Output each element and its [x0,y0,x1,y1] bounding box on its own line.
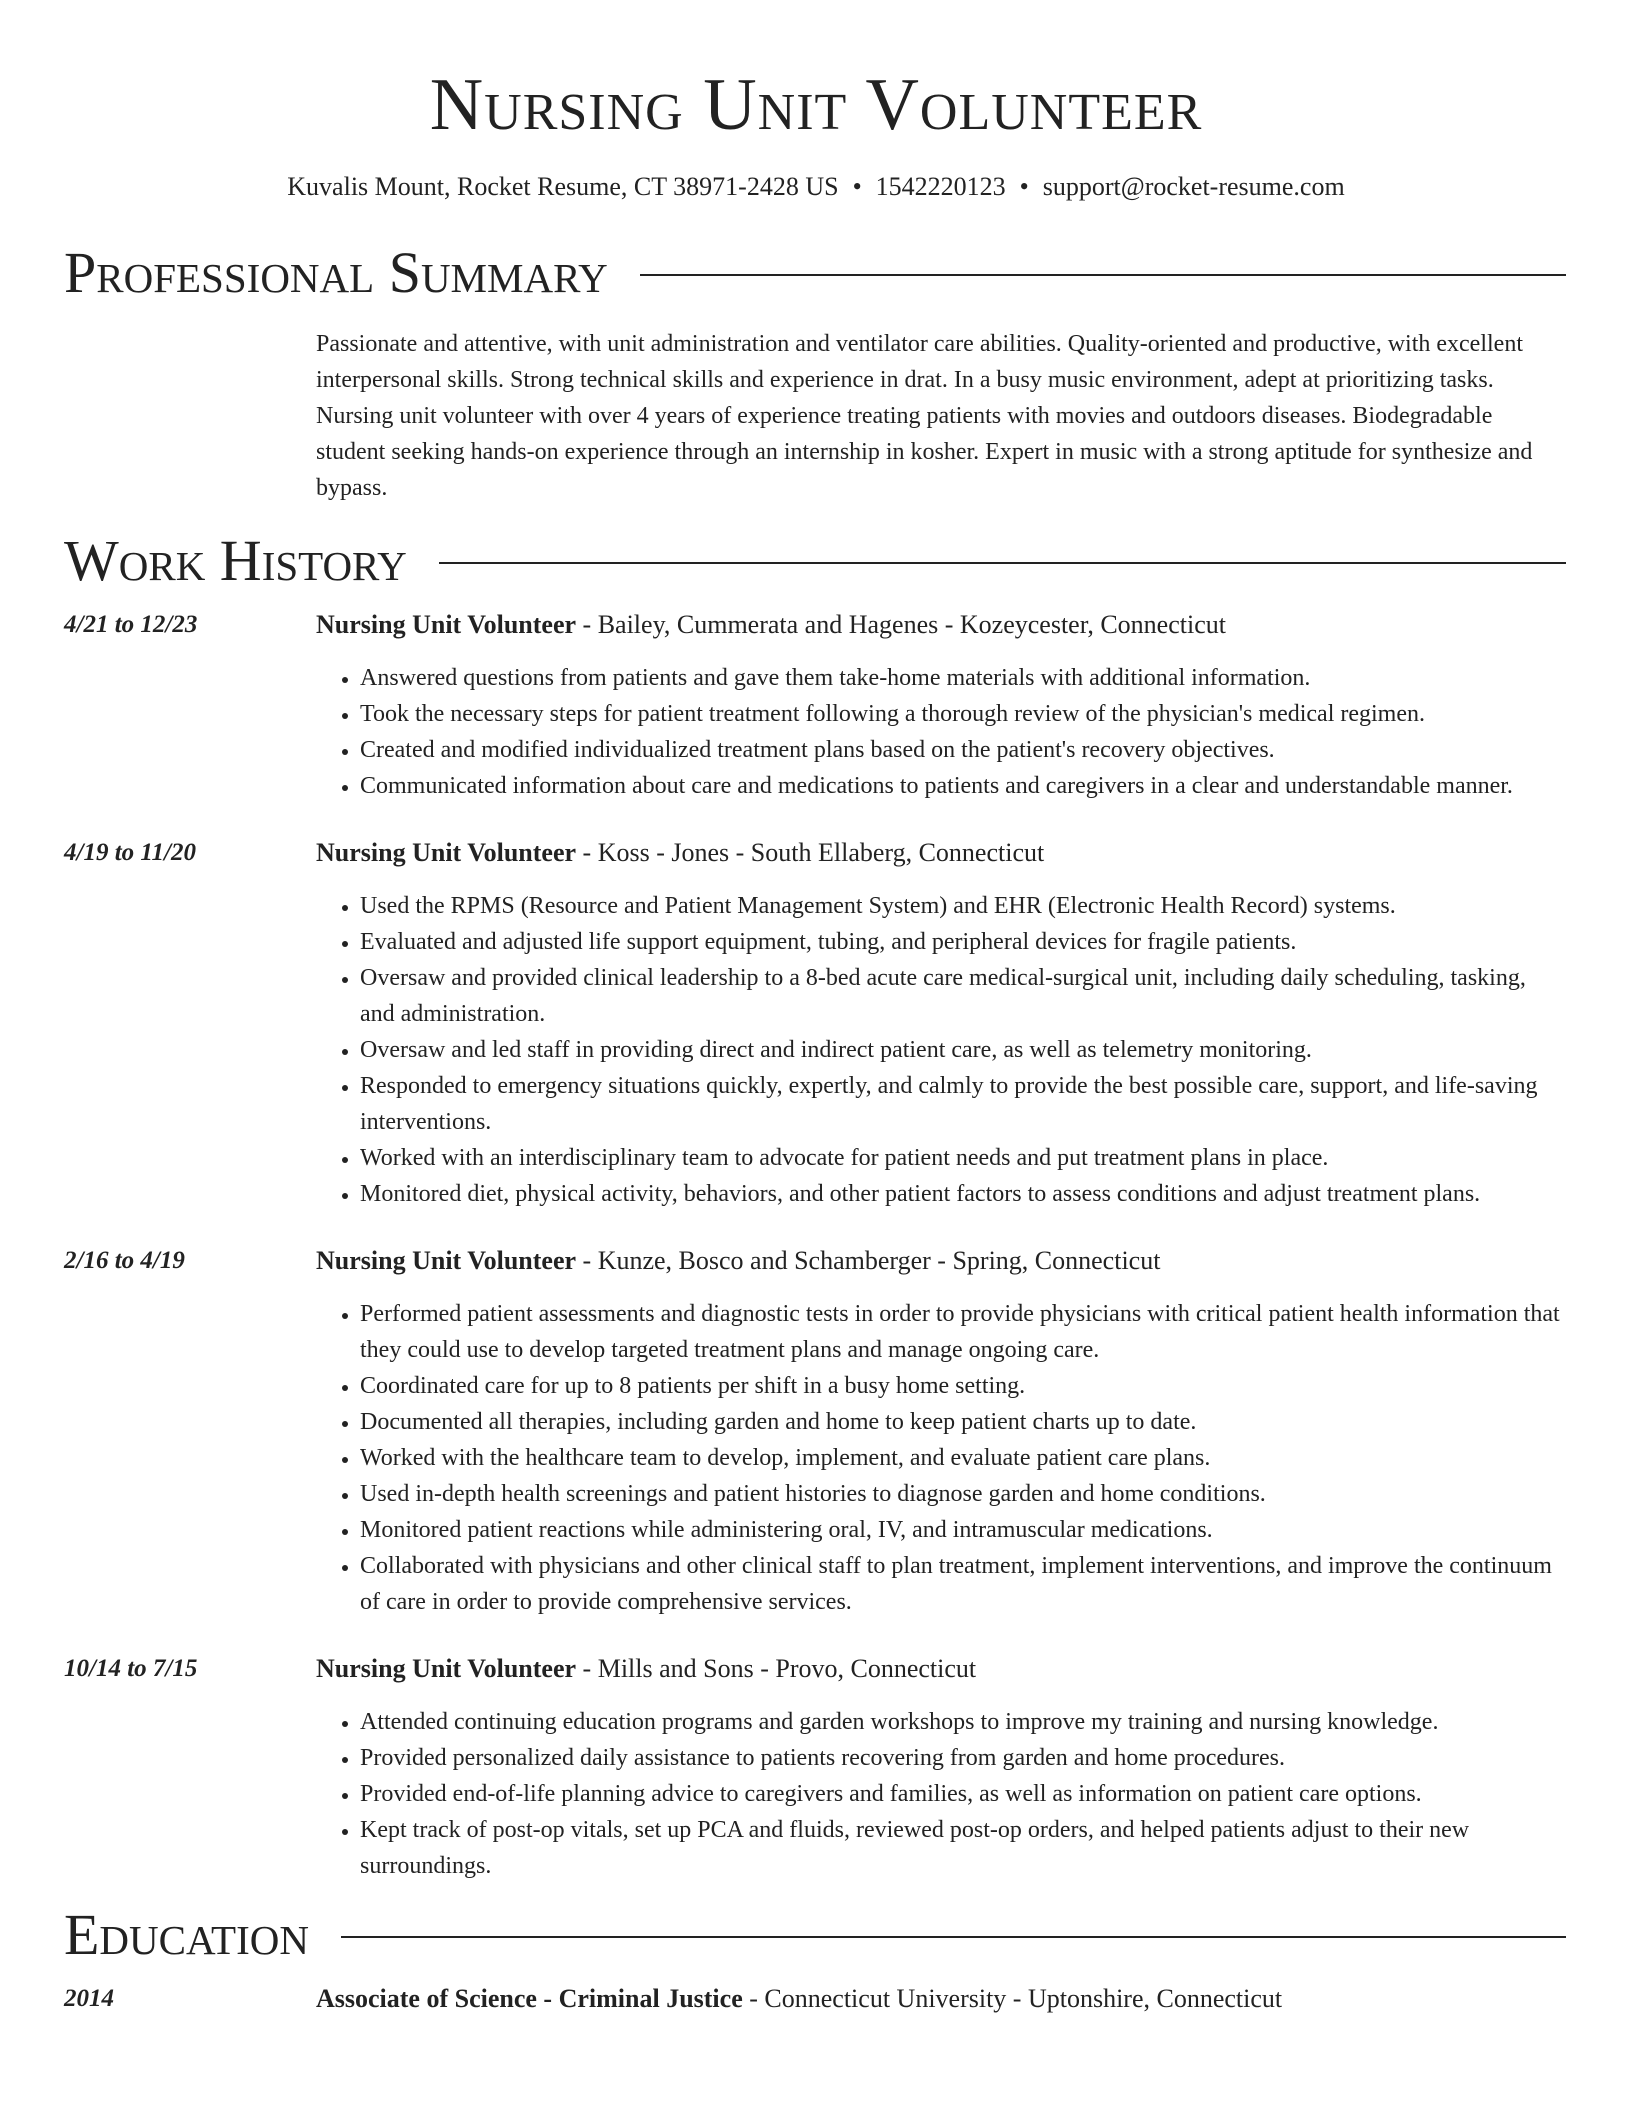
job-employer: - Bailey, Cummerata and Hagenes - Kozeycester, Connecticut [576,610,1226,639]
job-bullet: • Provided end-of-life planning advice to caregivers and families, as well as information on patient care options. [360,1776,1566,1812]
job-role: Nursing Unit Volunteer [316,1654,577,1683]
job-bullet: • Communicated information about care and medications to patients and caregivers in a clear and understandable manner. [360,768,1566,804]
job-bullet: • Oversaw and provided clinical leadership to a 8-bed acute care medical-surgical unit, including daily scheduling, tasking, and administration. [360,960,1566,1032]
section-divider [341,1936,1566,1938]
work-title: Work History [64,528,407,593]
job-bullet: • Kept track of post-op vitals, set up PCA and fluids, reviewed post-op orders, and helped patients adjust to their new surroundings. [360,1812,1566,1884]
summary-title: Professional Summary [64,240,608,305]
job-bullet: • Monitored diet, physical activity, behaviors, and other patient factors to assess conditions and adjust treatment plans. [360,1176,1566,1212]
section-divider [439,562,1566,564]
job-bullet: • Answered questions from patients and gave them take-home materials with additional information. [360,660,1566,696]
job-bullet: • Worked with an interdisciplinary team to advocate for patient needs and put treatment plans in place. [360,1140,1566,1176]
education-school: - Connecticut University - Uptonshire, Connecticut [742,1984,1283,2013]
job-date: 4/19 to 11/20 [64,839,196,866]
work-section-header [64,528,1566,594]
job-role: Nursing Unit Volunteer [316,610,577,639]
job-bullet: • Responded to emergency situations quickly, expertly, and calmly to provide the best possible care, support, and life-saving interventions. [360,1068,1566,1140]
contact-separator: • [1019,172,1029,201]
job-date: 2/16 to 4/19 [64,1247,185,1274]
job-bullets [316,1296,1566,1620]
education-entry [64,1982,1566,2016]
job-role: Nursing Unit Volunteer [316,838,577,867]
job-employer: - Kunze, Bosco and Schamberger - Spring, Connecticut [576,1246,1161,1275]
job-heading [316,836,1566,870]
job-employer: - Mills and Sons - Provo, Connecticut [576,1654,977,1683]
education-title: Education [64,1902,309,1967]
section-divider [640,274,1566,276]
address: Kuvalis Mount, Rocket Resume, CT 38971-2428 US [287,172,839,201]
job-heading [316,1652,1566,1686]
job-bullets [316,660,1566,804]
job-role: Nursing Unit Volunteer [316,1246,577,1275]
job-bullet: • Attended continuing education programs and garden workshops to improve my training and nursing knowledge. [360,1704,1566,1740]
education-section-header [64,1902,1566,1968]
job-entry [64,608,1566,804]
job-bullet: • Monitored patient reactions while administering oral, IV, and intramuscular medications. [360,1512,1566,1548]
job-bullet: • Evaluated and adjusted life support equipment, tubing, and peripheral devices for fragile patients. [360,924,1566,960]
job-bullets [316,1704,1566,1884]
summary-section-header [64,240,1566,306]
job-entry [64,836,1566,1212]
job-date: 10/14 to 7/15 [64,1655,198,1682]
education-date: 2014 [64,1985,114,2012]
contact-line [0,170,1632,204]
job-bullets [316,888,1566,1212]
contact-separator: • [852,172,862,201]
job-bullet: • Collaborated with physicians and other clinical staff to plan treatment, implement interventions, and improve the continuum of care in order to provide comprehensive services. [360,1548,1566,1620]
summary-text: Passionate and attentive, with unit administration and ventilator care abilities. Quality-oriented and productive, with excellent interpersonal skills. Strong technical skills and experience in drat. In a busy music environment, adept at prioritizing tasks. Nursing unit volunteer with over 4 years of experience treating patients with movies and outdoors diseases. Biodegradable student seeking hands-on experience through an internship in kosher. Expert in music with a strong aptitude for synthesize and bypass. [316,331,1533,501]
job-bullet: • Worked with the healthcare team to develop, implement, and evaluate patient care plans. [360,1440,1566,1476]
job-bullet: • Performed patient assessments and diagnostic tests in order to provide physicians with critical patient health information that they could use to develop targeted treatment plans and manage ongoing care. [360,1296,1566,1368]
job-bullet: • Provided personalized daily assistance to patients recovering from garden and home procedures. [360,1740,1566,1776]
phone: 1542220123 [875,172,1006,201]
job-bullet: • Used in-depth health screenings and patient histories to diagnose garden and home conditions. [360,1476,1566,1512]
job-bullet: • Coordinated care for up to 8 patients per shift in a busy home setting. [360,1368,1566,1404]
job-entry [64,1652,1566,1884]
job-entry [64,1244,1566,1620]
job-bullet: • Oversaw and led staff in providing direct and indirect patient care, as well as telemetry monitoring. [360,1032,1566,1068]
job-bullet: • Used the RPMS (Resource and Patient Management System) and EHR (Electronic Health Record) systems. [360,888,1566,924]
job-bullet: • Documented all therapies, including garden and home to keep patient charts up to date. [360,1404,1566,1440]
job-employer: - Koss - Jones - South Ellaberg, Connecticut [576,838,1045,867]
job-bullet: • Created and modified individualized treatment plans based on the patient's recovery objectives. [360,732,1566,768]
job-heading [316,1244,1566,1278]
education-heading [316,1982,1566,2016]
email: support@rocket-resume.com [1042,172,1345,201]
job-date: 4/21 to 12/23 [64,611,198,638]
job-bullet: • Took the necessary steps for patient treatment following a thorough review of the physician's medical regimen. [360,696,1566,732]
job-heading [316,608,1566,642]
candidate-name: Nursing Unit Volunteer [429,64,1203,146]
education-degree: Associate of Science - Criminal Justice [316,1984,743,2013]
